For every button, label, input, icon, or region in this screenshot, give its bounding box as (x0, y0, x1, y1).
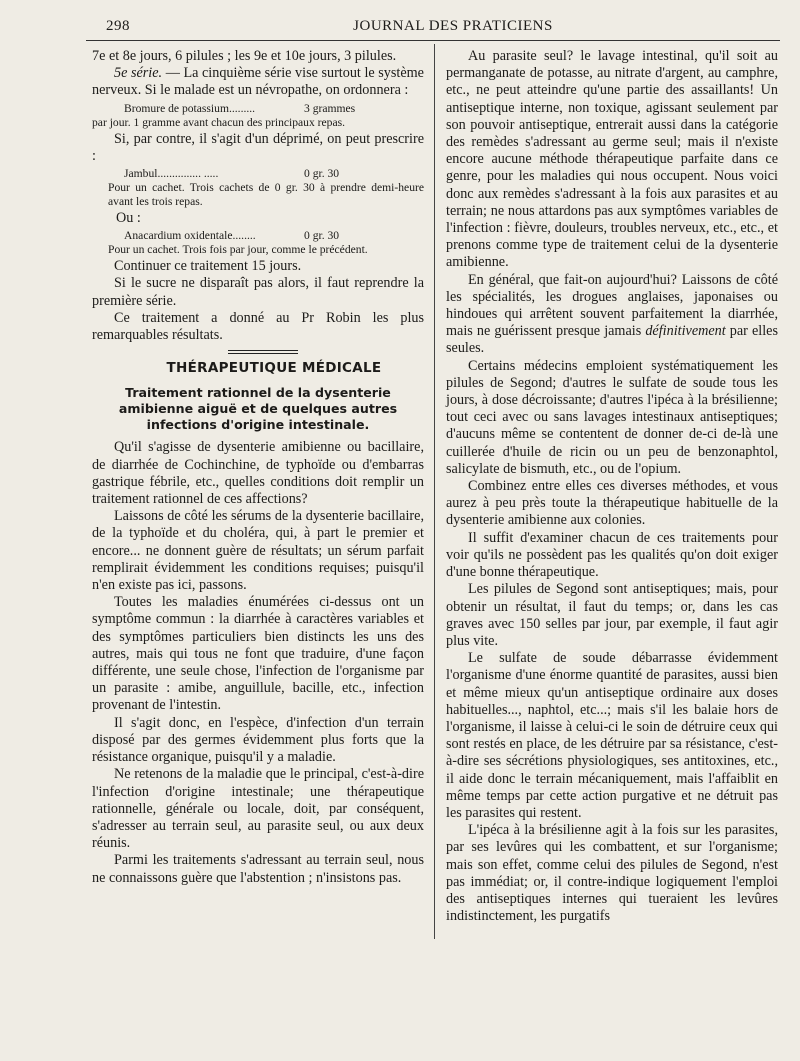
section-title: THÉRAPEUTIQUE MÉDICALE (166, 360, 382, 377)
column-divider (434, 44, 435, 939)
right-column (446, 48, 778, 925)
paragraph: Le sulfate de soude débarrasse évidemment l'organisme d'une énorme quantité de parasites, aussi bien et même mieux qu'un antiseptique ordinaire aux doses habituelles..., naphtol, etc...; mais s'il les balaie hors de l'organisme, il laisse à celui-ci le soin de détruire ceux qui sont restés en place, de les détruire par sa résistance, c'est-à-dire ses sécrétions physiologiques, ses antitoxines, etc., il aide donc le terrain mécaniquement, mais l'affaiblit en même temps par cette action purgative et ne détruit pas les parasites qui restent. (446, 650, 778, 821)
prescription (92, 167, 424, 209)
paragraph: Il s'agit donc, en l'espèce, d'infection d'un terrain disposé par des germes évidemment plus forts que la résistance organique, puisqu'il y a maladie. (92, 714, 424, 766)
prescription-amount: 3 grammes (304, 101, 356, 115)
page-number: 298 (106, 18, 130, 34)
article-title: Traitement rationnel de la dysenterie amibienne aiguë et de quelques autres infections d'origine intestinale. (118, 385, 398, 433)
paragraph: En général, que fait-on aujourd'hui? Laissons de côté les spécialités, les drogues anglaises, japonaises ou hindoues qui arrêtent souvent parfaitement la diarrhée, mais ne guérissent presque jamais définitivement par elles seules. (446, 271, 778, 357)
prescription (92, 229, 424, 257)
paragraph: Qu'il s'agisse de dysenterie amibienne ou bacillaire, de diarrhée de Cochinchine, de typhoïde ou d'embarras gastrique fébrile, etc., quelles conditions doit remplir un traitement rationnel de ces affections? (92, 439, 424, 508)
paragraph: Il suffit d'examiner chacun de ces traitements pour voir qu'ils ne possèdent pas les qualités qu'on doit exiger d'une bonne thérapeutique. (446, 529, 778, 581)
paragraph: 7e et 8e jours, 6 pilules ; les 9e et 10e jours, 3 pilules. (92, 48, 397, 64)
paragraph: Les pilules de Segond sont antiseptiques; mais, pour obtenir un résultat, il faut du temps; or, dans les cas graves avec 150 selles par jour, par exemple, il faut agir plus vite. (446, 581, 778, 649)
series-label: 5e série. (114, 65, 163, 82)
paragraph: L'ipéca à la brésilienne agit à la fois sur les parasites, par ses levûres qui les combattent, et sur l'organisme; mais son effet, comme celui des pilules de Segond, n'est pas immédiat; or, il contre-indique logiquement l'emploi des antiseptiques internes qui tueraient les levûres indistinctement, les purgatifs (446, 822, 778, 925)
paragraph: Laissons de côté les sérums de la dysenterie bacillaire, de la typhoïde et du choléra, qui, à part le premier et encore... ne donnent guère de résultats; un sérum parfait remplirait évidemment les conditions requises; puisqu'il n'en existe pas ici, passons. (92, 508, 424, 594)
section-separator (228, 350, 298, 354)
prescription-drug: Anacardium oxidentale........ (124, 229, 256, 243)
paragraph: Si le sucre ne disparaît pas alors, il faut reprendre la première série. (92, 275, 424, 309)
prescription-note: par jour. 1 gramme avant chacun des principaux repas. (92, 115, 346, 129)
prescription-drug: Bromure de potassium......... (124, 101, 256, 115)
paragraph: Si, par contre, il s'agit d'un déprimé, on peut prescrire : (92, 130, 424, 164)
paragraph: Ce traitement a donné au Pr Robin les plus remarquables résultats. (92, 309, 424, 344)
left-column (92, 48, 424, 887)
paragraph: Ou : (116, 210, 141, 227)
paragraph: 5e série. — La cinquième série vise surtout le système nerveux. Si le malade est un névropathe, on ordonnera : (92, 65, 424, 99)
paragraph: Certains médecins emploient systématiquement les pilules de Segond; d'autres le sulfate de soude tous les jours, à dose décroissante; d'autres l'ipéca à la brésilienne; tout ceci avec ou sans lavages intestinaux antiseptiques; d'aucuns même se contentent de donner de-ci de-là une cuillerée d'huile de ricin ou un peu de benzonaphtol, salicylate de bismuth, etc., ou de l'opium. (446, 357, 778, 477)
paragraph: Toutes les maladies énumérées ci-dessus ont un symptôme commun : la diarrhée à caractères variables et des symptômes particuliers bien distincts les uns des autres, mais qui tous ne font que traduire, d'une façon différente, une seule chose, l'infection de l'organisme par un parasite : amibe, anguillule, bacille, etc., infection provenant de l'intestin. (92, 594, 424, 714)
journal-title: JOURNAL DES PRATICIENS (353, 18, 553, 34)
prescription-amount: 0 gr. 30 (304, 167, 340, 181)
paragraph: Ne retenons de la maladie que le principal, c'est-à-dire l'infection d'origine intestinale; une thérapeutique rationnelle, générale ou locale, doit, par conséquent, s'adresser au terrain seul, au parasite seul, ou aux deux réunis. (92, 766, 424, 852)
page-header (86, 14, 780, 41)
prescription (92, 102, 424, 130)
prescription-note: Pour un cachet. Trois fois par jour, comme le précédent. (108, 243, 368, 257)
prescription-drug: Jambul............... ..... (124, 167, 219, 181)
paragraph: Au parasite seul? le lavage intestinal, qu'il soit au permanganate de potasse, au nitrate d'argent, au camphre, etc., ne peut atteindre qu'une partie des assaillants! Un antiseptique interne, non toxique, agissant seulement par son pouvoir antiseptique, entrerait aussi dans la catégorie des remèdes s'adressant au germe seul; mais il n'existe encore aucune méthode thérapeutique parfaite dans ce genre, pour les maladies qui nous occupent. Nous voici donc aux remèdes s'adressant à la fois aux parasites et au terrain; ne nous attardons pas aux symptômes variables de l'infection : fièvre, douleurs, troubles nerveux, etc., etc., et prenons comme type de traitement celui de la dysenterie amibienne. (446, 48, 778, 271)
paragraph: Continuer ce traitement 15 jours. (114, 258, 302, 275)
paragraph: Combinez entre elles ces diverses méthodes, et vous aurez à peu près toute la thérapeutique habituelle de la dysenterie amibienne aux colonies. (446, 478, 778, 529)
prescription-note: Pour un cachet. Trois cachets de 0 gr. 30 à prendre demi-heure avant les trois repas. (108, 181, 424, 209)
prescription-amount: 0 gr. 30 (304, 229, 340, 243)
paragraph: Parmi les traitements s'adressant au terrain seul, nous ne connaissons guère que l'abstention ; n'insistons pas. (92, 852, 424, 886)
